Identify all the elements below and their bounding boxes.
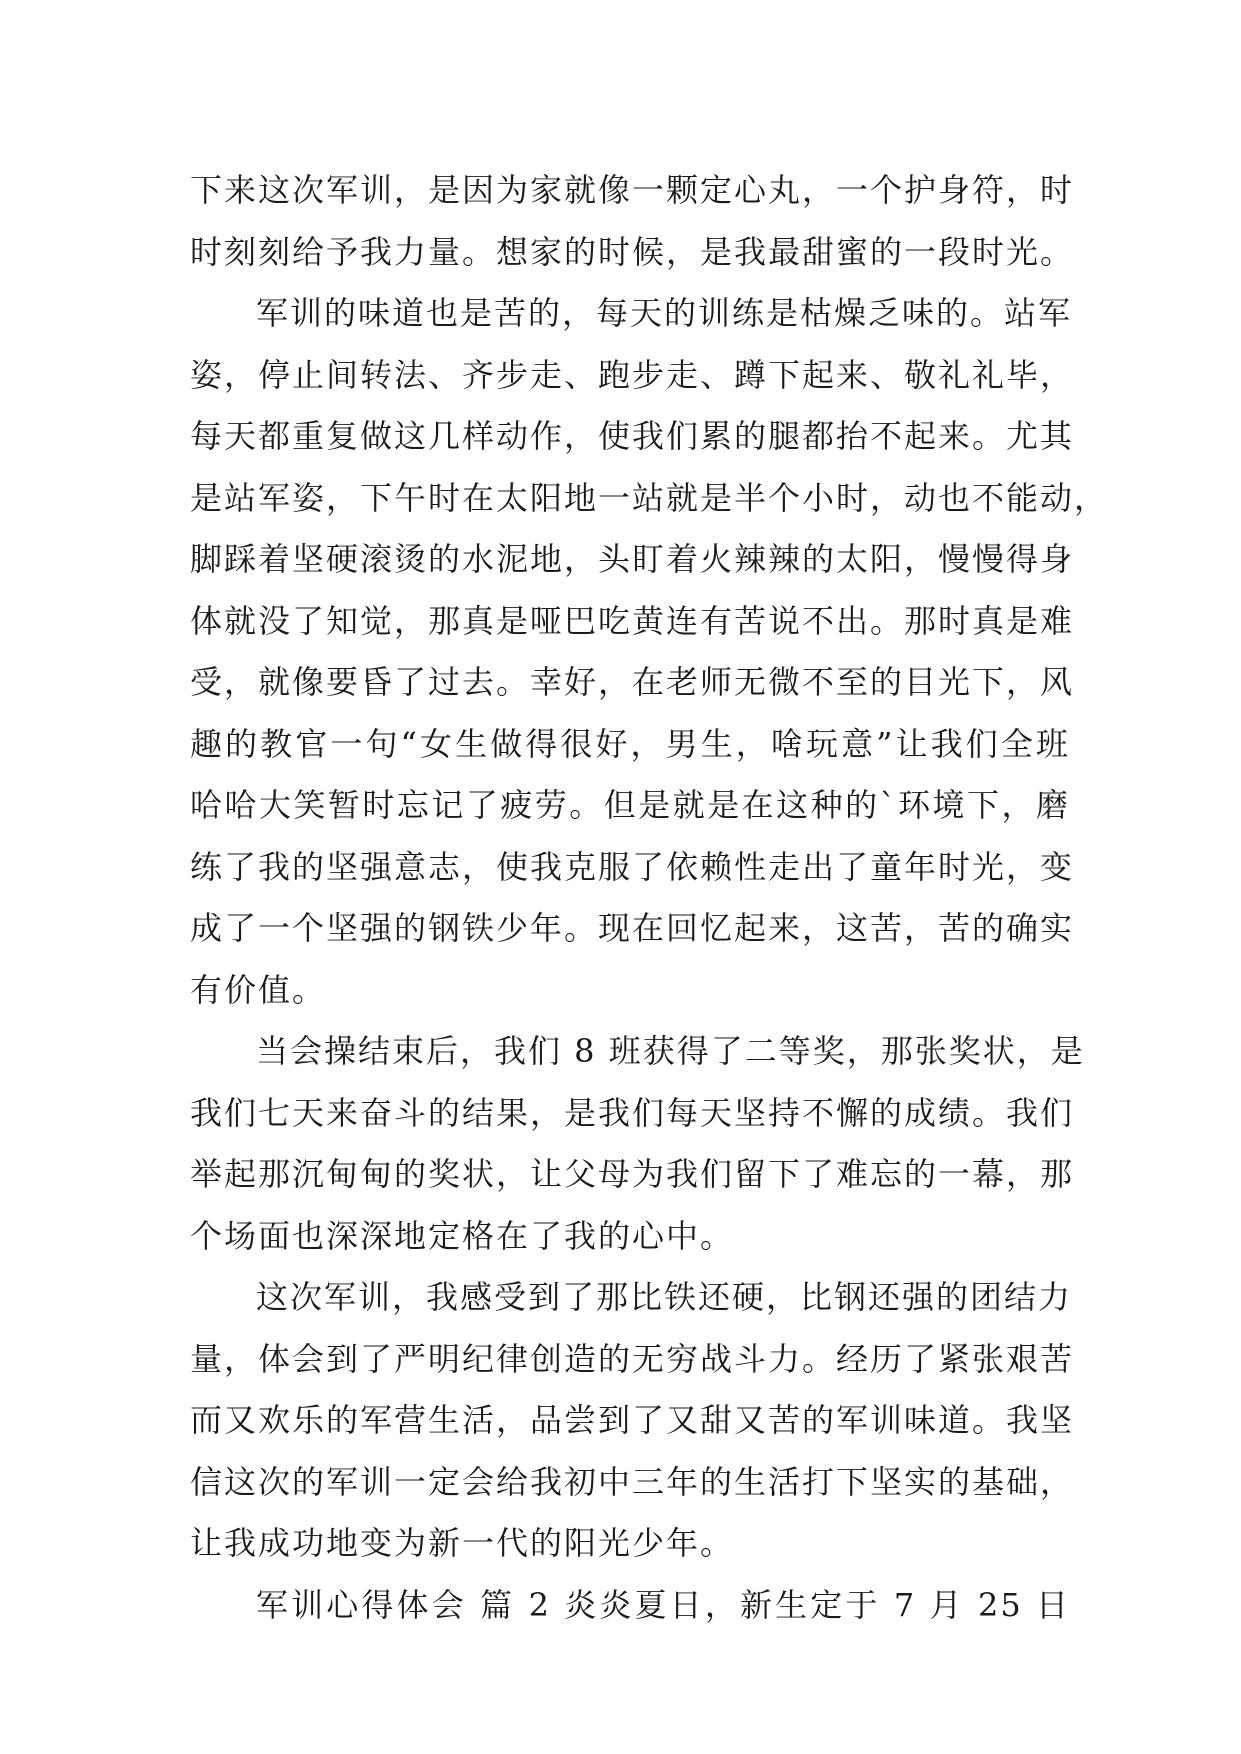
text-line: 成了一个坚强的钢铁少年。现在回忆起来，这苦，苦的确实	[190, 909, 1075, 947]
text-line: 个场面也深深地定格在了我的心中。	[190, 1216, 735, 1255]
text-line: 是站军姿，下午时在太阳地一站就是半个小时，动也不能动，	[190, 478, 1109, 517]
text-line: 姿，停止间转法、齐步走、跑步走、蹲下起来、敬礼礼毕，	[190, 355, 1075, 394]
text-line: 这次军训，我感受到了那比铁还硬，比钢还强的团结力	[256, 1278, 1073, 1316]
text-line: 举起那沉甸甸的奖状，让父母为我们留下了难忘的一幕，那	[190, 1155, 1075, 1193]
text-line: 而又欢乐的军营生活，品尝到了又甜又苦的军训味道。我坚	[190, 1401, 1075, 1439]
text-line: 哈哈大笑暂时忘记了疲劳。但是就是在这种的`环境下，磨	[190, 786, 1070, 824]
text-line: 量，体会到了严明纪律创造的无穷战斗力。经历了紧张艰苦	[190, 1339, 1075, 1378]
text-line: 让我成功地变为新一代的阳光少年。	[190, 1524, 735, 1562]
text-line: 我们七天来奋斗的结果，是我们每天坚持不懈的成绩。我们	[190, 1093, 1075, 1132]
text-line: 趣的教官一句“女生做得很好，男生，啥玩意”让我们全班	[190, 724, 1070, 763]
text-line: 军训的味道也是苦的，每天的训练是枯燥乏味的。站军	[256, 294, 1073, 332]
text-line: 脚踩着坚硬滚烫的水泥地，头盯着火辣辣的太阳，慢慢得身	[190, 540, 1075, 578]
document-body	[190, 160, 1109, 1636]
text-line: 军训心得体会 篇 2 炎炎夏日，新生定于 7 月 25 日	[256, 1585, 1070, 1624]
text-line: 受，就像要昏了过去。幸好，在老师无微不至的目光下，风	[190, 663, 1075, 701]
text-line: 有价值。	[190, 970, 327, 1009]
text-line: 练了我的坚强意志，使我克服了依赖性走出了童年时光，变	[190, 847, 1075, 886]
text-line: 下来这次军训，是因为家就像一颗定心丸，一个护身符，时	[190, 171, 1075, 209]
text-line: 每天都重复做这几样动作，使我们累的腿都抬不起来。尤其	[190, 417, 1075, 455]
text-line: 信这次的军训一定会给我初中三年的生活打下坚实的基础，	[190, 1462, 1075, 1501]
text-line: 当会操结束后，我们 8 班获得了二等奖，那张奖状，是	[256, 1032, 1085, 1070]
text-line: 体就没了知觉，那真是哑巴吃黄连有苦说不出。那时真是难	[190, 601, 1075, 640]
text-line: 时刻刻给予我力量。想家的时候，是我最甜蜜的一段时光。	[190, 232, 1075, 271]
